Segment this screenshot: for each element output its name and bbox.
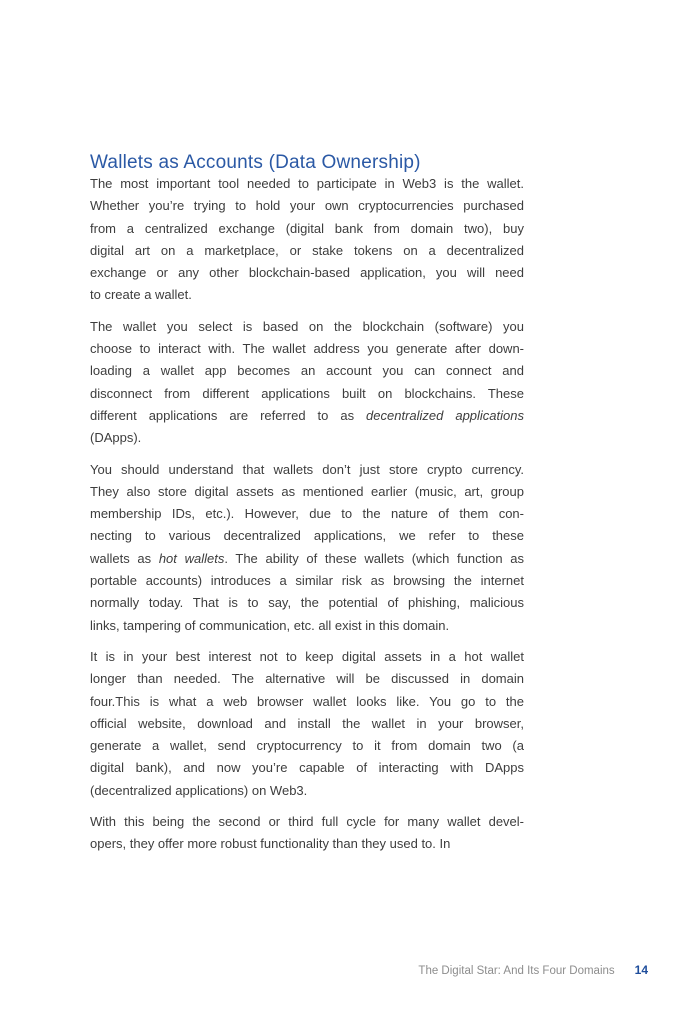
text-line: necting to various decentralized applications, we refer to these xyxy=(90,528,524,544)
paragraph xyxy=(90,646,524,802)
text-line: They also store digital assets as mentioned earlier (music, art, group xyxy=(90,483,524,499)
text-line: membership IDs, etc.). However, due to the nature of them con- xyxy=(90,506,524,522)
text-line: The most important tool needed to participate in Web3 is the wallet. xyxy=(90,176,524,191)
text-line: loading a wallet app becomes an account you can connect and xyxy=(90,363,524,379)
text-line: different applications are referred to as decentralized applications xyxy=(90,407,524,423)
italic-phrase: decentralized applications xyxy=(366,407,524,423)
text-line: portable accounts) introduces a similar risk as browsing the internet xyxy=(90,573,524,589)
text-line: wallets as hot wallets. The ability of these wallets (which function as xyxy=(90,550,524,566)
italic-phrase: hot wallets xyxy=(158,550,225,566)
text-line: generate a wallet, send cryptocurrency to it from domain two (a xyxy=(90,738,524,754)
text-line: Whether you’re trying to hold your own cryptocurrencies purchased xyxy=(90,198,524,214)
paragraph xyxy=(90,459,524,637)
text-line: The wallet you select is based on the blockchain (software) you xyxy=(90,318,524,334)
paragraph xyxy=(90,811,524,856)
text-line: exchange or any other blockchain-based application, you will need xyxy=(90,265,524,281)
article-body xyxy=(90,173,524,856)
text-line: It is in your best interest not to keep digital assets in a hot wallet xyxy=(90,648,524,664)
text-line: links, tampering of communication, etc. all exist in this domain. xyxy=(90,617,450,633)
text-line: normally today. That is to say, the potential of phishing, malicious xyxy=(90,595,524,611)
text-line: longer than needed. The alternative will be discussed in domain xyxy=(90,671,524,687)
text-line: official website, download and install the wallet in your browser, xyxy=(90,715,524,731)
text-line: four.This is what a web browser wallet looks like. You go to the xyxy=(90,693,524,709)
section-heading: Wallets as Accounts (Data Ownership) xyxy=(90,151,421,173)
text-line: With this being the second or third full cycle for many wallet devel- xyxy=(90,814,524,830)
paragraph xyxy=(90,173,524,307)
text-line: digital art on a marketplace, or stake tokens on a decentralized xyxy=(90,242,524,258)
page-footer xyxy=(418,963,648,977)
text-line: You should understand that wallets don’t just store crypto currency. xyxy=(90,461,524,477)
footer-book-title: The Digital Star: And Its Four Domains xyxy=(418,965,615,977)
text-line: from a centralized exchange (digital bank from domain two), buy xyxy=(90,220,524,236)
text-line: (DApps). xyxy=(90,430,142,446)
text-line: choose to interact with. The wallet address you generate after down- xyxy=(90,341,524,357)
text-line: (decentralized applications) on Web3. xyxy=(90,782,308,798)
footer-page-number: 14 xyxy=(634,963,648,977)
paragraph xyxy=(90,316,524,450)
text-line: disconnect from different applications built on blockchains. These xyxy=(90,385,524,401)
text-line: digital bank), and now you’re capable of interacting with DApps xyxy=(90,760,524,776)
text-line: to create a wallet. xyxy=(90,287,192,303)
text-line: opers, they offer more robust functionality than they used to. In xyxy=(90,836,451,852)
